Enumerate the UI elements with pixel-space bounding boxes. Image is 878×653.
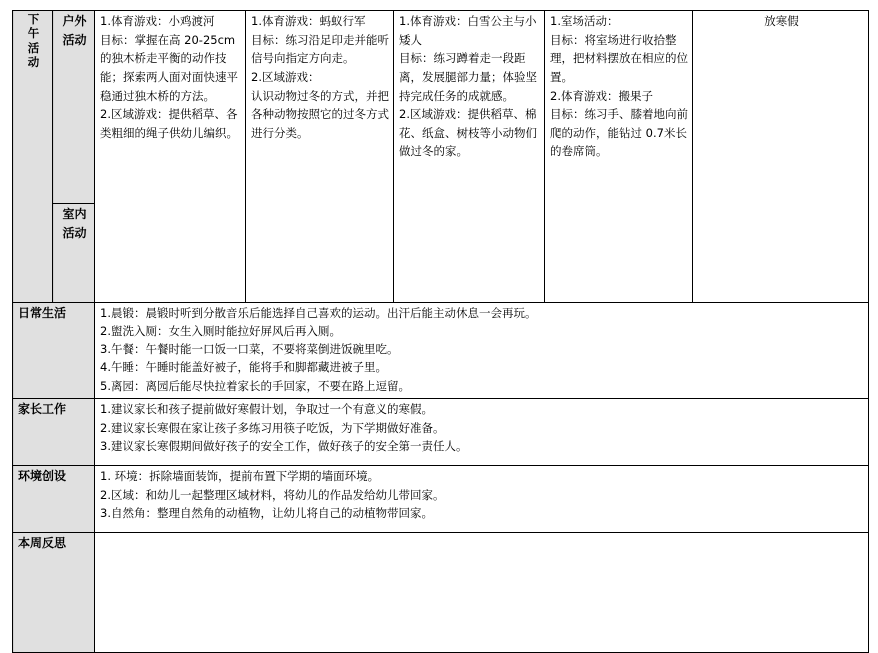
outdoor-activity-label: 户外活动 (53, 11, 95, 204)
reflection-row (13, 533, 869, 653)
list-item: 2.建议家长寒假在家让孩子多练习用筷子吃饭，为下学期做好准备。 (100, 420, 445, 435)
parents-content (95, 399, 869, 466)
list-item: 3.午餐：午餐时能一口饭一口菜，不要将菜倒进饭碗里吃。 (100, 342, 399, 357)
list-item: 2.盥洗入厕：女生入厕时能拉好屏风后再入厕。 (100, 324, 341, 339)
daily-life-content (95, 303, 869, 399)
list-item: 3.建议家长寒假期间做好孩子的安全工作，做好孩子的安全第一责任人。 (100, 439, 468, 454)
environment-row (13, 466, 869, 533)
list-item: 3.自然角：整理自然角的动植物，让幼儿将自己的动植物带回家。 (100, 506, 433, 521)
period-char: 动 (27, 55, 40, 70)
environment-label: 环境创设 (13, 466, 95, 533)
environment-content (95, 466, 869, 533)
reflection-content (95, 533, 869, 653)
daily-life-label: 日常生活 (13, 303, 95, 399)
period-char: 下 (27, 12, 40, 26)
list-item: 1. 环境：拆除墙面装饰，提前布置下学期的墙面环境。 (100, 469, 380, 483)
afternoon-col-5 (693, 11, 869, 303)
list-item: 2.区域：和幼儿一起整理区域材料，将幼儿的作品发给幼儿带回家。 (100, 487, 445, 502)
period-char: 午 (27, 26, 40, 41)
daily-life-row (13, 303, 869, 399)
list-item: 1.建议家长和孩子提前做好寒假计划，争取过一个有意义的寒假。 (100, 402, 433, 416)
list-item: 5.离园：离园后能尽快拉着家长的手回家，不要在路上逗留。 (100, 378, 410, 393)
afternoon-col-3: 1.体育游戏：白雪公主与小矮人 目标：练习蹲着走一段距离，发展腿部力量；体验坚持完成任务的成就感。 2.区域游戏：提供稻草、棉花、纸盒、树枝等小动物们做过冬的家。 (394, 11, 545, 303)
list-item: 1.晨锻：晨锻时听到分散音乐后能选择自己喜欢的运动。出汗后能主动休息一会再玩。 (100, 306, 537, 320)
afternoon-col-4: 1.室场活动： 目标：将室场进行收拾整理，把材料摆放在相应的位置。 2.体育游戏：搬果子 目标：练习手、膝着地向前爬的动作，能钻过 0.7米长的卷席筒。 (545, 11, 693, 303)
afternoon-row (13, 11, 869, 204)
weekly-plan-table (12, 10, 869, 653)
afternoon-col-2: 1.体育游戏：蚂蚁行军 目标：练习沿足印走并能听信号向指定方向走。 2.区域游戏： 认识动物过冬的方式，并把各种动物按照它的过冬方式进行分类。 (246, 11, 394, 303)
holiday-text: 放寒假 (764, 14, 799, 28)
reflection-label: 本周反思 (13, 533, 95, 653)
afternoon-period-label (13, 11, 53, 303)
parents-label: 家长工作 (13, 399, 95, 466)
parents-row (13, 399, 869, 466)
period-char: 活 (27, 40, 40, 55)
indoor-activity-label: 室内活动 (53, 204, 95, 303)
afternoon-col-1: 1.体育游戏：小鸡渡河 目标：掌握在高 20-25cm的独木桥走平衡的动作技能；探索两人面对面快速平稳通过独木桥的方法。 2.区域游戏：提供稻草、各类粗细的绳子供幼儿编织。 (95, 11, 246, 303)
list-item: 4.午睡：午睡时能盖好被子，能将手和脚都藏进被子里。 (100, 360, 387, 375)
